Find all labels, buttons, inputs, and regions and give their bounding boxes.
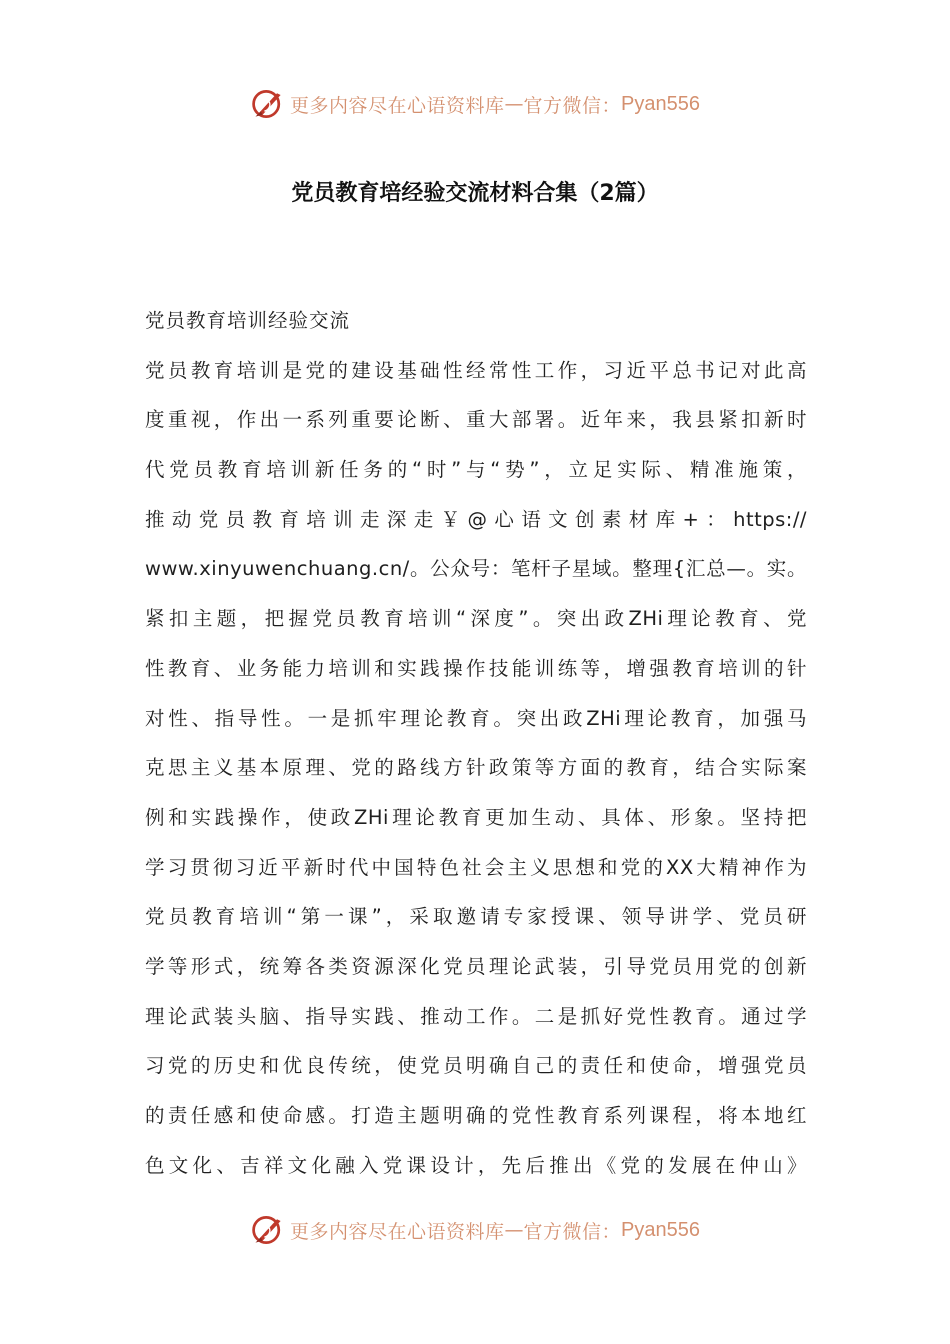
body-line: 的责任感和使命感。打造主题明确的党性教育系列课程，将本地红 [145, 1104, 807, 1127]
banner-text: 更多内容尽在心语资料库 [290, 94, 505, 117]
body-line: 党员教育培训“第一课”，采取邀请专家授课、领导讲学、党员研 [145, 905, 807, 929]
banner-text: 更多内容尽在心语资料库 [290, 1220, 505, 1243]
body-line: 学等形式，统筹各类资源深化党员理论武装，引导党员用党的创新 [145, 954, 807, 978]
document-title: 党员教育培经验交流材料合集（2篇） [291, 181, 659, 206]
body-line: 党员教育培训是党的建设基础性经常性工作，习近平总书记对此高 [145, 358, 807, 382]
body-line: 代党员教育培训新任务的“时”与“势”，立足实际、精准施策， [145, 458, 807, 482]
banner-suffix: 官方微信： [523, 94, 622, 117]
pen-logo-icon [250, 86, 286, 122]
body-line: www.xinyuwenchuang.cn/。公众号：笔杆子星域。整理{汇总—。实。 [145, 557, 807, 581]
document-body [145, 296, 807, 1190]
body-line: 紧扣主题，把握党员教育培训“深度”。突出政ZHi理论教育、党 [145, 607, 807, 631]
body-line: 度重视，作出一系列重要论断、重大部署。近年来，我县紧扣新时 [145, 408, 807, 432]
footer-banner [0, 1210, 950, 1250]
section-subheading: 党员教育培训经验交流 [145, 309, 351, 332]
wechat-id: Pyan556 [621, 92, 700, 115]
body-line: 克思主义基本原理、党的路线方针政策等方面的教育，结合实际案 [145, 756, 807, 780]
banner-separator: — [504, 93, 524, 115]
body-line: 性教育、业务能力培训和实践操作技能训练等，增强教育培训的针 [145, 656, 807, 680]
body-line: 色文化、吉祥文化融入党课设计，先后推出《党的发展在仲山》 [145, 1153, 807, 1177]
body-line: 理论武装头脑、指导实践、推动工作。二是抓好党性教育。通过学 [145, 1004, 807, 1028]
body-line: 习党的历史和优良传统，使党员明确自己的责任和使命，增强党员 [145, 1054, 807, 1078]
wechat-id: Pyan556 [621, 1218, 700, 1241]
banner-separator: — [504, 1219, 524, 1241]
body-line: 例和实践操作，使政ZHi理论教育更加生动、具体、形象。坚持把 [145, 805, 807, 829]
banner-suffix: 官方微信： [523, 1220, 622, 1243]
body-line: 对性、指导性。一是抓牢理论教育。突出政ZHi理论教育，加强马 [145, 706, 807, 730]
header-banner [0, 84, 950, 124]
body-line: 推动党员教育培训走深走￥@心语文创素材库+：https:// [145, 507, 807, 531]
pen-logo-icon [250, 1212, 286, 1248]
body-line: 学习贯彻习近平新时代中国特色社会主义思想和党的XX大精神作为 [145, 855, 807, 879]
